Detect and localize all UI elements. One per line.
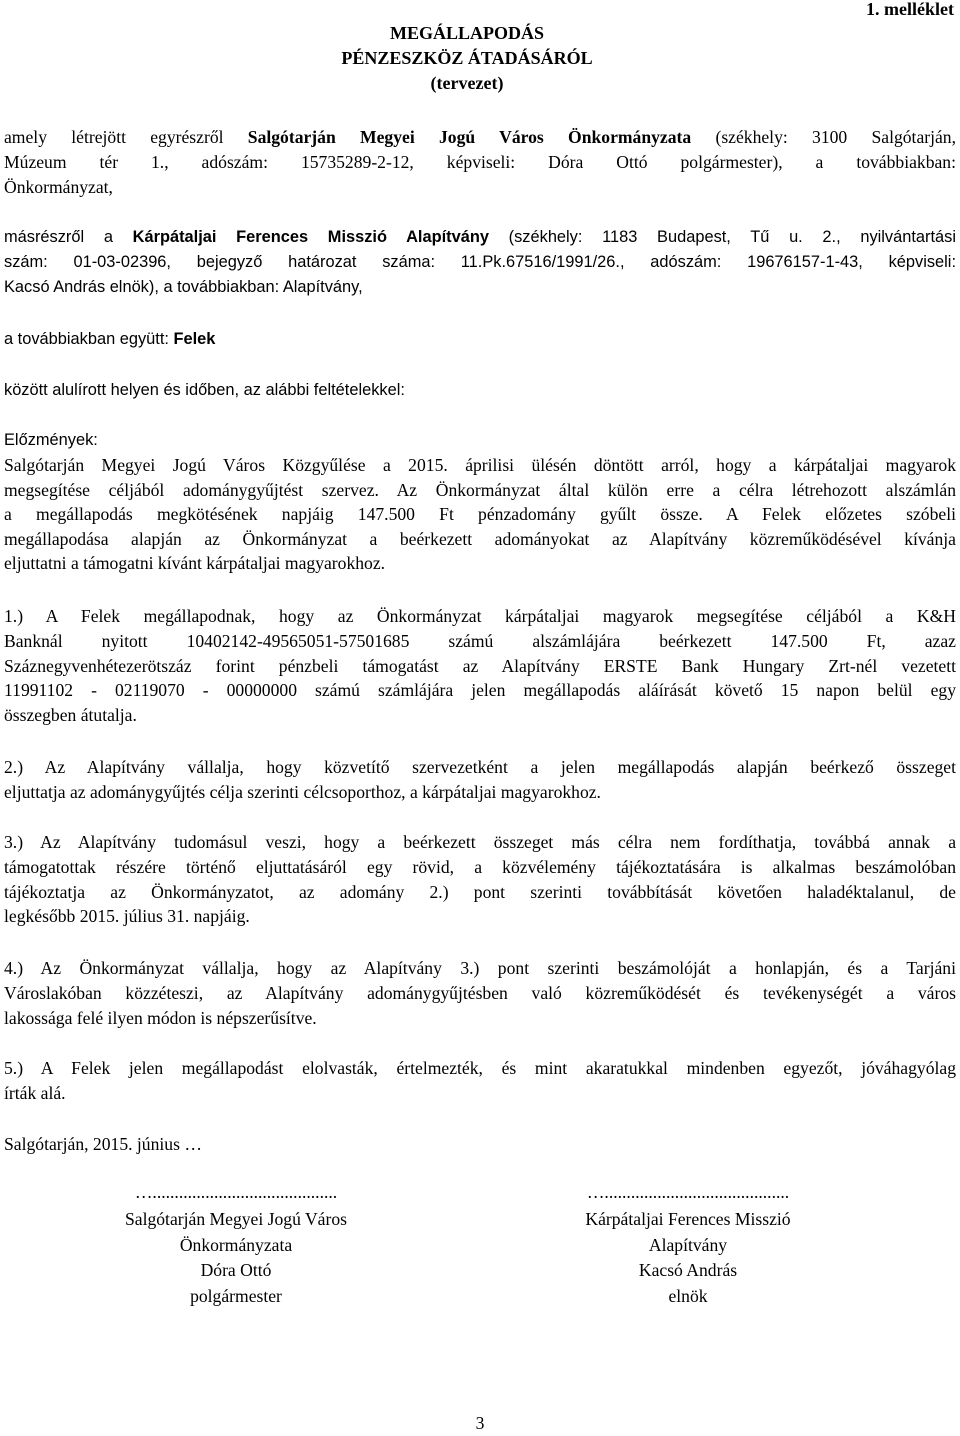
party-2-representative: Kacsó András elnök), a továbbiakban:: [4, 278, 283, 296]
signer-org-left: Salgótarján Megyei Jogú Város: [124, 1209, 347, 1229]
party-2-paragraph: [4, 225, 956, 300]
paragraph-line: 3.) Az Alapítvány tudomásul veszi, hogy a beérkezett összeget más célra nem fordíthatja, továbbá annak a: [4, 832, 956, 852]
paragraph-line: írták alá.: [4, 1082, 66, 1103]
together-text: a továbbiakban együtt:: [4, 330, 174, 348]
party-1-paragraph: [4, 125, 956, 200]
paragraph-line: megsegítése céljából adománygyűjtést szervez. Az Önkormányzat által külön erre a célra létrehozott alszámlán: [4, 479, 956, 500]
party-2-alias: Alapítvány,: [282, 278, 363, 296]
signature-line-right: …..........................................: [586, 1182, 790, 1202]
antecedents-heading: Előzmények:: [4, 431, 98, 449]
party-1-intro: amely létrejött egyrészről: [4, 127, 248, 147]
paragraph-line: lakossága felé ilyen módon is népszerűsítve.: [4, 1007, 317, 1028]
paragraph-line: a megállapodás megkötésének napjáig 147.500 Ft pénzadomány gyűlt össze. A Felek előzetes szóbeli: [4, 504, 956, 525]
antecedents-paragraph: [4, 453, 956, 576]
paragraph-line: 2.) Az Alapítvány vállalja, hogy közvetítő szervezetként a jelen megállapodás alapján beérkező összeget: [4, 757, 956, 777]
party-2-seat: (székhely: 1183 Budapest, Tű u. 2., nyilvántartási: [488, 228, 956, 246]
together-line: [4, 327, 956, 352]
paragraph-line: Városlakóban közzéteszi, az Alapítvány adománygyűjtésben való közreműködését és tevékenységét a város: [4, 982, 956, 1003]
clause-5: [4, 1056, 956, 1106]
paragraph-line: Banknál nyitott 10402142-49565051-57501685 számú alszámlájára beérkezett 147.500 Ft, azaz: [4, 630, 956, 651]
signer-title-left: polgármester: [190, 1285, 282, 1306]
party-1-name: Salgótarján Megyei Jogú Város Önkormányzata: [247, 127, 692, 147]
annex-label: 1. melléklet: [866, 0, 954, 19]
signature-block-right: [510, 1183, 866, 1309]
paragraph-line: tájékoztatja az Önkormányzatot, az adomány 2.) pont szerinti továbbítását követően haladéktalanul, de: [4, 881, 956, 902]
signer-name-right: Kacsó András: [638, 1260, 738, 1280]
paragraph-line: Száznegyvenhétezerötszáz forint pénzbeli támogatást az Alapítvány ERSTE Bank Hungary Zrt-nél vezetett: [4, 655, 956, 676]
party-2-name: Kárpátaljai Ferences Misszió Alapítvány: [132, 228, 489, 246]
clause-4: [4, 956, 956, 1030]
paragraph-line: 1.) A Felek megállapodnak, hogy az Önkormányzat kárpátaljai magyarok megsegítése céljából a K&H: [4, 606, 956, 626]
party-2-registration: szám: 01-03-02396, bejegyző határozat száma: 11.Pk.67516/1991/26., adószám: 19676157-1-43, képviseli:: [4, 253, 956, 271]
paragraph-line: 5.) A Felek jelen megállapodást elolvasták, értelmezték, és mint akaratukkal mindenben egyezőt, jóváhagyólag: [4, 1058, 956, 1078]
between-line: között alulírott helyen és időben, az alábbi feltételekkel:: [4, 381, 405, 399]
paragraph-line: 4.) Az Önkormányzat vállalja, hogy az Alapítvány 3.) pont szerinti beszámolóját a honlapján, és a Tarjáni: [4, 958, 956, 978]
place-date: Salgótarján, 2015. június …: [4, 1134, 202, 1154]
clause-1: [4, 604, 956, 728]
signature-block-left: [56, 1183, 416, 1309]
title-line-2: PÉNZESZKÖZ ÁTADÁSÁRÓL: [341, 48, 593, 68]
paragraph-line: Salgótarján Megyei Jogú Város Közgyűlése a 2015. áprilisi ülésén döntött arról, hogy a kárpátaljai magyarok: [4, 455, 956, 475]
paragraph-line: 11991102 - 02119070 - 00000000 számú számlájára jelen megállapodás aláírását követő 15 napon belül egy: [4, 680, 956, 701]
paragraph-line: eljuttatni a támogatni kívánt kárpátaljai magyarokhoz.: [4, 553, 386, 574]
signer-org-left-2: Önkormányzata: [179, 1234, 293, 1255]
signer-name-left: Dóra Ottó: [200, 1260, 272, 1280]
paragraph-line: összegben átutalja.: [4, 705, 137, 726]
clause-3: [4, 830, 956, 929]
party-1-details: Múzeum tér 1., adószám: 15735289-2-12, képviseli: Dóra Ottó polgármester), a továbbiakban:: [4, 152, 956, 172]
paragraph-line: legkésőbb 2015. július 31. napjáig.: [4, 906, 250, 927]
party-1-alias: Önkormányzat,: [4, 177, 113, 197]
together-felek: Felek: [173, 330, 216, 348]
paragraph-line: megállapodása alapján az Önkormányzat a beérkezett adományokat az Alapítvány közreműködésével kívánja: [4, 528, 956, 549]
document-title: [332, 21, 602, 96]
title-line-1: MEGÁLLAPODÁS: [389, 23, 544, 43]
signer-org-right-2: Alapítvány: [648, 1234, 728, 1255]
page-number: 3: [475, 1413, 485, 1433]
title-line-3: (tervezet): [430, 73, 504, 93]
party-2-intro: másrészről a: [4, 228, 133, 246]
paragraph-line: támogatottak részére történő eljuttatásáról egy rövid, a közvélemény tájékoztatására is alkalmas beszámolóban: [4, 856, 956, 877]
signer-org-right: Kárpátaljai Ferences Misszió: [585, 1209, 791, 1229]
party-1-seat: (székhely: 3100 Salgótarján,: [691, 127, 956, 147]
signature-line-left: …..........................................: [134, 1182, 338, 1202]
signer-title-right: elnök: [668, 1285, 708, 1306]
clause-2: [4, 755, 956, 805]
paragraph-line: eljuttatja az adománygyűjtés célja szerinti célcsoporthoz, a kárpátaljai magyarokhoz.: [4, 781, 601, 802]
